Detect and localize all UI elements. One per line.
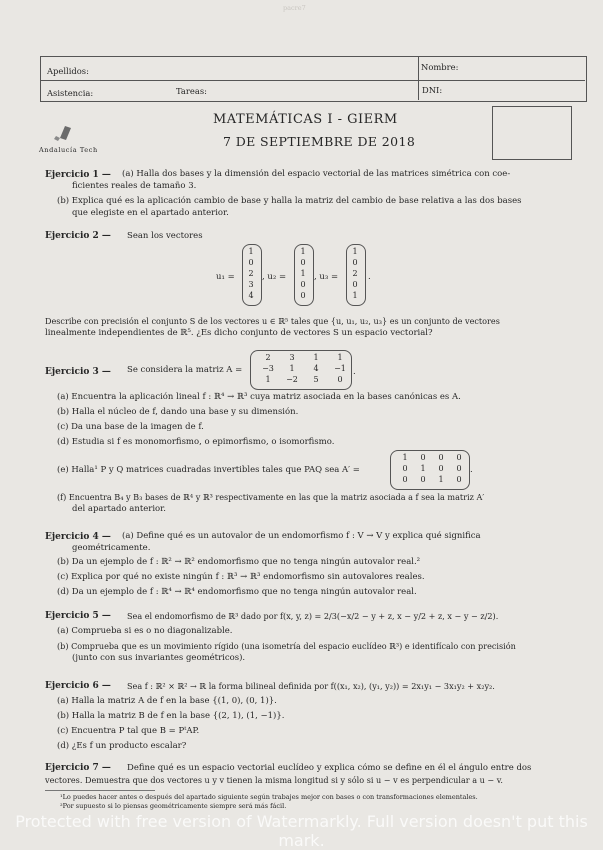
apellidos-label: Apellidos: xyxy=(47,66,89,76)
u1-entry: 2 xyxy=(248,269,254,278)
exercise-3-c: (c) Da una base de la imagen de f. xyxy=(57,422,204,432)
exercise-5-a: (a) Comprueba si es o no diagonalizable. xyxy=(57,626,233,636)
exercise-4-d: (d) Da un ejemplo de f : ℝ⁴ → ℝ⁴ endomorfismo que no tenga ningún autovalor real. xyxy=(57,587,417,597)
matrix-aprime-row xyxy=(396,463,468,474)
matrix-a-cell: 5 xyxy=(313,375,319,384)
matrix-aprime xyxy=(396,452,468,485)
u1-vector xyxy=(246,246,256,301)
matrix-aprime-cell: 0 xyxy=(420,475,426,484)
exercise-6-title: Ejercicio 6 — xyxy=(45,681,111,691)
andalucia-tech-logo xyxy=(39,124,98,154)
matrix-a-cell: 2 xyxy=(265,353,271,362)
exercise-6-a: (a) Halla la matriz A de f en la base {(1, 0), (0, 1)}. xyxy=(57,696,277,706)
exercise-2-text-line2: linealmente independientes de ℝ⁵. ¿Es dicho conjunto de vectores S un espacio vectorial? xyxy=(45,328,433,338)
exercise-5-title: Ejercicio 5 — xyxy=(45,611,111,621)
matrix-aprime-row xyxy=(396,474,468,485)
u1-entry: 3 xyxy=(248,280,254,289)
matrix-aprime-cell: 1 xyxy=(402,453,408,462)
exercise-2-title: Ejercicio 2 — xyxy=(45,231,111,241)
matrix-a-table xyxy=(256,352,352,385)
exercise-4-b: (b) Da un ejemplo de f : ℝ² → ℝ² endomorfismo que no tenga ningún autovalor real.² xyxy=(57,557,421,567)
exercise-6-c: (c) Encuentra P tal que B = PᵗAP. xyxy=(57,726,200,736)
exercise-2-intro: Sean los vectores xyxy=(127,231,203,241)
header-vertical-divider xyxy=(418,56,419,100)
u2-entry: 1 xyxy=(300,269,306,278)
matrix-a-cell: −1 xyxy=(334,364,346,373)
u2-label: , u₂ = xyxy=(262,272,287,282)
matrix-a-cell: 3 xyxy=(289,353,295,362)
exercise-1-a-line2: ficientes reales de tamaño 3. xyxy=(72,181,197,191)
matrix-aprime-row xyxy=(396,452,468,463)
u1-entry: 4 xyxy=(248,291,254,300)
exercise-4-a-line1: (a) Define qué es un autovalor de un endomorfismo f : V → V y explica qué significa xyxy=(122,531,481,541)
matrix-aprime-period: . xyxy=(470,465,473,475)
matrix-a-period: . xyxy=(353,367,356,377)
matrix-aprime-cell: 1 xyxy=(420,464,426,473)
tareas-label: Tareas: xyxy=(176,86,208,96)
u1-label: u₁ = xyxy=(216,272,235,282)
matrix-a-cell: 0 xyxy=(337,375,343,384)
exercise-2-text-line1: Describe con precisión el conjunto S de los vectores u ∈ ℝ⁵ tales que {u, u₁, u₂, u₃} es un conjunto de vectores xyxy=(45,316,500,326)
matrix-a-cell: 1 xyxy=(289,364,295,373)
matrix-a-cell: −2 xyxy=(286,375,298,384)
matrix-a-row xyxy=(256,374,352,385)
exercise-6-d: (d) ¿Es f un producto escalar? xyxy=(57,741,187,751)
exercise-4-title: Ejercicio 4 — xyxy=(45,532,111,542)
exercise-1-b-line1: (b) Explica qué es la aplicación cambio de base y halla la matriz del cambio de base relativa a las dos bases xyxy=(57,196,522,206)
exercise-7-line1: Define qué es un espacio vectorial euclídeo y explica cómo se define en él el ángulo entre dos xyxy=(127,763,532,773)
u1-entry: 0 xyxy=(248,258,254,267)
exercise-3-b: (b) Halla el núcleo de f, dando una base y su dimensión. xyxy=(57,407,299,417)
matrix-a-cell: 4 xyxy=(313,364,319,373)
exercise-1-a-line1: (a) Halla dos bases y la dimensión del espacio vectorial de las matrices simétrica con coe- xyxy=(122,169,511,179)
exercise-4-a-line2: geométricamente. xyxy=(72,543,151,553)
exercise-5-b-line1: (b) Comprueba que es un movimiento rígido (una isometría del espacio euclídeo ℝ³) e identifícalo con precisión xyxy=(57,641,516,651)
u2-entry: 0 xyxy=(300,258,306,267)
exercise-3-title: Ejercicio 3 — xyxy=(45,367,111,377)
matrix-a-row xyxy=(256,352,352,363)
exercise-4-c: (c) Explica por qué no existe ningún f : ℝ³ → ℝ³ endomorfismo sin autovalores reales. xyxy=(57,572,425,582)
matrix-a-row xyxy=(256,363,352,374)
u1-entry: 1 xyxy=(248,247,254,256)
header-divider xyxy=(40,80,585,81)
matrix-aprime-cell: 0 xyxy=(456,453,462,462)
exercise-6-b: (b) Halla la matriz B de f en la base {(2, 1), (1, −1)}. xyxy=(57,711,285,721)
u3-entry: 0 xyxy=(352,280,358,289)
matrix-a-cell: −3 xyxy=(262,364,274,373)
matrix-a-cell: 1 xyxy=(337,353,343,362)
exercise-3-e: (e) Halla¹ P y Q matrices cuadradas invertibles tales que PAQ sea A′ = xyxy=(57,465,360,475)
matrix-aprime-cell: 0 xyxy=(420,453,426,462)
matrix-aprime-cell: 0 xyxy=(402,464,408,473)
u3-vector xyxy=(350,246,360,301)
asistencia-label: Asistencia: xyxy=(47,88,94,98)
matrix-aprime-cell: 0 xyxy=(438,453,444,462)
exercise-5-b-line2: (junto con sus invariantes geométricos). xyxy=(72,653,246,663)
exam-date: 7 DE SEPTIEMBRE DE 2018 xyxy=(223,134,416,149)
matrix-a-cell: 1 xyxy=(265,375,271,384)
u2-entry: 0 xyxy=(300,280,306,289)
exercise-3-intro: Se considera la matriz A = xyxy=(127,365,243,375)
student-header-box xyxy=(40,56,587,102)
exercise-3-a: (a) Encuentra la aplicación lineal f : ℝ⁴ → ℝ³ cuya matriz asociada en la bases canónicas es A. xyxy=(57,392,461,402)
u2-vector xyxy=(298,246,308,301)
u3-entry: 1 xyxy=(352,291,358,300)
matrix-aprime-cell: 0 xyxy=(402,475,408,484)
matrix-aprime-table xyxy=(396,452,468,485)
watermark: Protected with free version of Watermarkly. Full version doesn't put this mark. xyxy=(15,812,588,850)
matrix-aprime-cell: 0 xyxy=(456,464,462,473)
footnote-1: ¹Lo puedes hacer antes o después del apartado siguiente según trabajes mejor con bases o con transformaciones elementales. xyxy=(60,793,478,801)
exercise-3-d: (d) Estudia si f es monomorfismo, o epimorfismo, o isomorfismo. xyxy=(57,437,335,447)
exercise-1-b-line2: que elegiste en el apartado anterior. xyxy=(72,208,229,218)
logo-text: Andalucía Tech xyxy=(39,146,98,154)
footnote-rule xyxy=(45,790,155,791)
grade-box xyxy=(492,106,572,160)
u3-entry: 2 xyxy=(352,269,358,278)
u3-period: . xyxy=(368,272,371,282)
exercise-6-intro: Sea f : ℝ² × ℝ² → ℝ la forma bilineal definida por f((x₁, x₂), (y₁, y₂)) = 2x₁y₁ − 3x₁y₂ + x₂y₂. xyxy=(127,681,495,691)
u3-label: , u₃ = xyxy=(314,272,339,282)
u2-entry: 0 xyxy=(300,291,306,300)
exercise-3-f-line2: del apartado anterior. xyxy=(72,504,166,514)
u3-entry: 1 xyxy=(352,247,358,256)
u3-entry: 0 xyxy=(352,258,358,267)
exercise-5-intro: Sea el endomorfismo de ℝ³ dado por f(x, y, z) = 2/3(−x/2 − y + z, x − y/2 + z, x − y − z/2). xyxy=(127,611,499,621)
exercise-3-f-line1: (f) Encuentra B₄ y B₃ bases de ℝ⁴ y ℝ³ respectivamente en las que la matriz asociada a f sea la matriz A′ xyxy=(57,492,485,502)
exercise-7-line2: vectores. Demuestra que dos vectores u y v tienen la misma longitud si y sólo si u − v es perpendicular a u − v. xyxy=(45,775,503,785)
matrix-aprime-cell: 0 xyxy=(456,475,462,484)
exercise-1-title: Ejercicio 1 — xyxy=(45,170,111,180)
matrix-a-cell: 1 xyxy=(313,353,319,362)
exercise-7-title: Ejercicio 7 — xyxy=(45,763,111,773)
footnote-2: ²Por supuesto si lo piensas geométricamente siempre será más fácil. xyxy=(60,802,287,810)
dni-label: DNI: xyxy=(422,85,443,95)
page-marker: pacre7 xyxy=(283,4,306,12)
u2-entry: 1 xyxy=(300,247,306,256)
matrix-a xyxy=(256,352,352,385)
nombre-label: Nombre: xyxy=(421,62,459,72)
matrix-aprime-cell: 0 xyxy=(438,464,444,473)
course-title: MATEMÁTICAS I - GIERM xyxy=(213,112,398,127)
matrix-aprime-cell: 1 xyxy=(438,475,444,484)
